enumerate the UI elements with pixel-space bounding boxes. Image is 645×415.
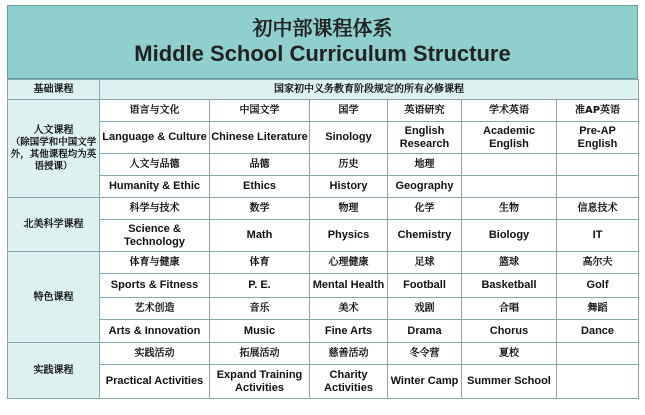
page-title-chinese: 初中部课程体系 [252,16,393,40]
course-cell: Biology [462,220,557,252]
course-cell: 慈善活动 [310,343,388,365]
special-row [8,252,639,274]
course-cell: 合唱 [462,298,557,320]
course-cell: Mental Health [310,274,388,298]
course-cell: Summer School [462,365,557,399]
course-cell: Chorus [462,320,557,343]
course-cell: 冬令营 [388,343,462,365]
course-cell: IT [557,220,639,252]
practice-row [8,365,639,399]
course-cell [462,154,557,176]
subject-area-cell: 实践活动 [100,343,210,365]
course-cell [557,343,639,365]
special-category [8,252,100,343]
course-cell: 地理 [388,154,462,176]
course-cell: P. E. [210,274,310,298]
category-name: 实践课程 [33,365,74,376]
special-row [8,298,639,320]
special-row [8,274,639,298]
course-cell: 体育 [210,252,310,274]
course-cell: 美术 [310,298,388,320]
humanities-row [8,176,639,198]
course-cell: 音乐 [210,298,310,320]
course-cell: 夏校 [462,343,557,365]
course-cell: 戏剧 [388,298,462,320]
course-cell: 信息技术 [557,198,639,220]
course-cell: 国学 [310,100,388,122]
course-cell: Football [388,274,462,298]
category-name: 特色课程 [33,291,74,303]
course-cell: Basketball [462,274,557,298]
subject-area-cell: Science & Technology [100,220,210,252]
course-cell: 篮球 [462,252,557,274]
category-name: 人文课程 [33,125,74,136]
subject-area-cell: 体育与健康 [100,252,210,274]
course-cell: Physics [310,220,388,252]
special-row [8,320,639,343]
course-cell: Golf [557,274,639,298]
course-cell: 准AP英语 [557,100,639,122]
course-cell [557,154,639,176]
course-cell: Charity Activities [310,365,388,399]
subject-area-cell: Language & Culture [100,122,210,154]
course-cell: 拓展活动 [210,343,310,365]
course-cell: 化学 [388,198,462,220]
humanities-category [8,100,100,198]
course-cell: 英语研究 [388,100,462,122]
course-cell: 品德 [210,154,310,176]
subject-area-cell: Humanity & Ethic [100,176,210,198]
subject-area-cell: 人文与品德 [100,154,210,176]
course-cell [557,365,639,399]
subject-area-cell: Sports & Fitness [100,274,210,298]
course-cell: 中国文学 [210,100,310,122]
curriculum-table [7,79,639,399]
subject-area-cell: 艺术创造 [100,298,210,320]
page-title-english: Middle School Curriculum Structure [134,41,511,66]
course-cell: Chinese Literature [210,122,310,154]
page-header [7,5,638,79]
science-category [8,198,100,252]
course-cell: 生物 [462,198,557,220]
course-cell: Fine Arts [310,320,388,343]
course-cell: Geography [388,176,462,198]
course-cell: Academic English [462,122,557,154]
science-row [8,198,639,220]
course-cell: Expand Training Activities [210,365,310,399]
foundation-row [8,80,639,100]
course-cell: 高尔夫 [557,252,639,274]
course-cell: Music [210,320,310,343]
humanities-row [8,154,639,176]
course-cell: 学术英语 [462,100,557,122]
course-cell: 数学 [210,198,310,220]
course-cell: English Research [388,122,462,154]
course-cell [462,176,557,198]
course-cell: Sinology [310,122,388,154]
subject-area-cell: 语言与文化 [100,100,210,122]
course-cell [557,176,639,198]
course-cell: Ethics [210,176,310,198]
foundation-note: 国家初中义务教育阶段规定的所有必修课程 [100,80,639,100]
humanities-row [8,122,639,154]
category-note: （除国学和中国文学外，其他课程均为英语授课） [10,137,97,172]
course-cell: 物理 [310,198,388,220]
course-cell: Winter Camp [388,365,462,399]
course-cell: Math [210,220,310,252]
course-cell: Chemistry [388,220,462,252]
subject-area-cell: 科学与技术 [100,198,210,220]
course-cell: Drama [388,320,462,343]
science-row [8,220,639,252]
humanities-row [8,100,639,122]
category-name: 北美科学课程 [23,219,84,230]
course-cell: Pre-AP English [557,122,639,154]
course-cell: History [310,176,388,198]
course-cell: 足球 [388,252,462,274]
foundation-category: 基础课程 [8,80,100,100]
curriculum-document [7,5,638,410]
practice-row [8,343,639,365]
course-cell: 心理健康 [310,252,388,274]
course-cell: Dance [557,320,639,343]
course-cell: 历史 [310,154,388,176]
subject-area-cell: Practical Activities [100,365,210,399]
practice-category [8,343,100,399]
subject-area-cell: Arts & Innovation [100,320,210,343]
course-cell: 舞蹈 [557,298,639,320]
